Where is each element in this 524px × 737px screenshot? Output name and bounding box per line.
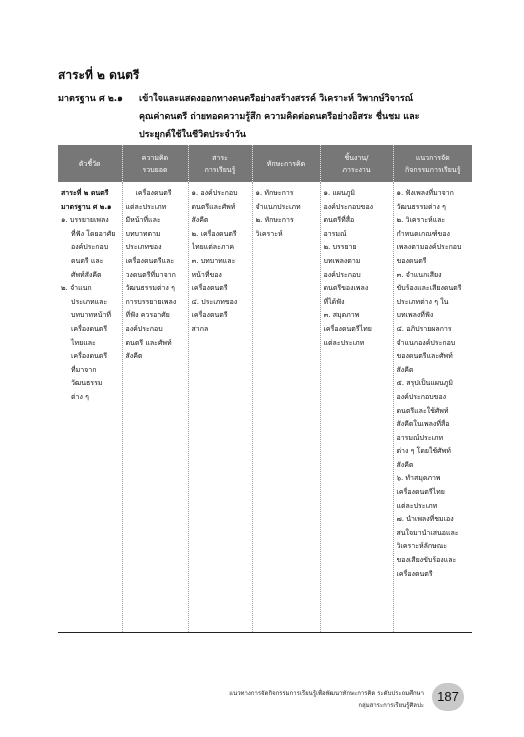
page-number: 187 xyxy=(432,683,464,711)
header-concept: ความคิด รวบยอด xyxy=(122,145,188,182)
section-title: สาระที่ ๒ ดนตรี xyxy=(58,68,140,82)
footer-subject-group: กลุ่มสาระการเรียนรู้ศิลปะ xyxy=(358,702,424,709)
standard-text xyxy=(139,90,472,144)
curriculum-table xyxy=(58,145,472,633)
page-footer xyxy=(150,688,424,712)
header-content: สาระ การเรียนรู้ xyxy=(188,145,252,182)
table-header-row xyxy=(58,145,472,182)
standard-line: คุณค่าดนตรี ถ่ายทอดความรู้สึก ความคิดต่อดนตรีอย่างอิสระ ชื่นชม และ xyxy=(139,112,420,122)
cell-thinking-skill: ๑. ทักษะการ จำแนกประเภท ๒. ทักษะการ วิเคราะห์ xyxy=(252,182,320,633)
cell-activities: ๑. ฟังเพลงที่มาจาก วัฒนธรรมต่าง ๆ ๒. วิเคราะห์และ กำหนดเกณฑ์ของ เพลงตามองค์ประกอบ ของดนตรี ๓. จำแนกเสียง ขับร้องและเสียงดนตรี ประเภทต่าง ๆ ใน บทเพลงที่ฟัง ๔. อภิปรายผลการ จำแนกองค์ประกอบ ของดนตรีและศัพท์ สังคีต ๕. สรุปเป็นแผนภูมิ องค์ประกอบของ ดนตรีและใช้ศัพท์ สังคีตในเพลงที่สื่อ อารมณ์ประเภท ต่าง ๆ โดยใช้ศัพท์ สังคีต ๖. ทำสมุดภาพ เครื่องดนตรีไทย แต่ละประเภท ๗. นำเพลงที่ชมเอง สนใจมานำเสนอและ วิเคราะห์ลักษณะ ของเสียงขับร้องและ เครื่องดนตรี xyxy=(393,182,472,633)
table-row xyxy=(58,182,472,633)
cell-concept: เครื่องดนตรี แต่ละประเภท มีหน้าที่และ บทบาทตาม ประเภทของ เครื่องดนตรีและ วงดนตรีที่มาจาก วัฒนธรรมต่าง ๆ การบรรยายเพลง ที่ฟัง ควรอาศัย องค์ประกอบ ดนตรี และศัพท์ สังคีต xyxy=(122,182,188,633)
header-workpiece: ชิ้นงาน/ ภาระงาน xyxy=(320,145,393,182)
footer-book-title: แนวทางการจัดกิจกรรมการเรียนรู้เพื่อพัฒนาทักษะการคิด ระดับประถมศึกษา xyxy=(229,690,424,697)
standard-line: ประยุกต์ใช้ในชีวิตประจำวัน xyxy=(139,130,246,140)
cell-indicator: สาระที่ ๒ ดนตรี มาตรฐาน ศ ๒.๑ ๑. บรรยายเพลง ที่ฟัง โดยอาศัย องค์ประกอบ ดนตรี และ ศัพท์สังคีต ๒. จำแนก ประเภทและ บทบาทหน้าที่ เครื่องดนตรี ไทยและ เครื่องดนตรี ที่มาจาก วัฒนธรรม ต่าง ๆ xyxy=(58,182,122,633)
header-activities: แนวการจัด กิจกรรมการเรียนรู้ xyxy=(393,145,472,182)
header-indicator: ตัวชี้วัด xyxy=(58,145,122,182)
header-thinking-skill: ทักษะการคิด xyxy=(252,145,320,182)
standard-line: เข้าใจและแสดงออกทางดนตรีอย่างสร้างสรรค์ วิเคราะห์ วิพากษ์วิจารณ์ xyxy=(139,94,414,104)
standard-code: มาตรฐาน ศ ๒.๑ xyxy=(58,94,123,104)
cell-workpiece: ๑. แผนภูมิ องค์ประกอบของ ดนตรีที่สื่อ อารมณ์ ๒. บรรยาย บทเพลงตาม องค์ประกอบ ดนตรีของเพลง ที่ได้ฟัง ๓. สมุดภาพ เครื่องดนตรีไทย แต่ละประเภท xyxy=(320,182,393,633)
cell-content: ๑. องค์ประกอบ ดนตรีและศัพท์ สังคีต ๒. เครื่องดนตรี ไทยแต่ละภาค ๓. บทบาทและ หน้าที่ของ เครื่องดนตรี ๔. ประเภทของ เครื่องดนตรี สากล xyxy=(188,182,252,633)
